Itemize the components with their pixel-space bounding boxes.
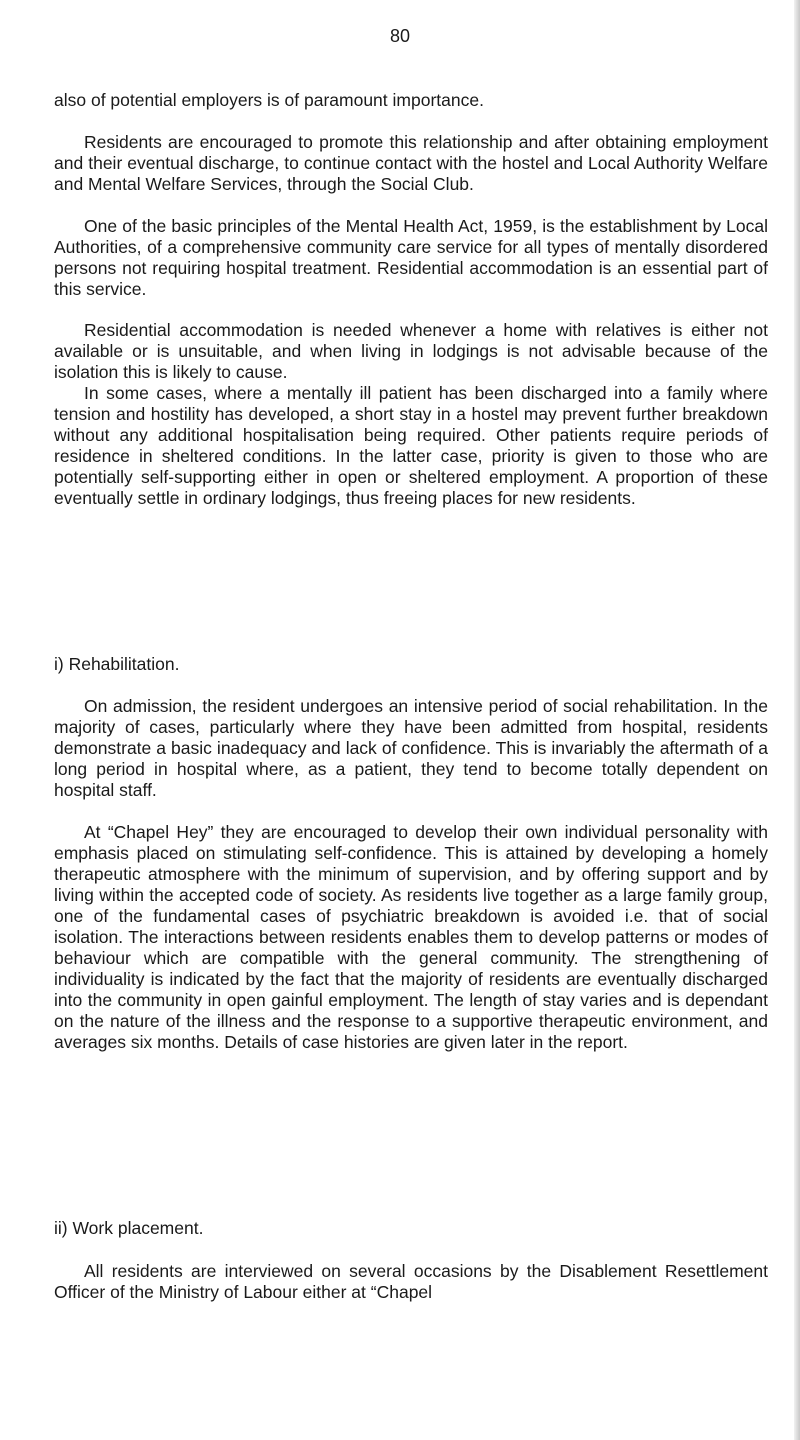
paragraph-chapel-hey: At “Chapel Hey” they are encouraged to develop their own individual personality with emphasis placed on stimulating self-confidence. This is attained by developing a homely therapeutic atmosphere with the minimum of supervision, and by offering support and by living within the accepted code of society. As residents live together as a large family group, one of the fundamental cases of psychiatric breakdown is avoided i.e. that of social isolation. The interactions between residents enables them to develop patterns or modes of behaviour which are compatible with the general community. The strengthening of individuality is indicated by the fact that the majority of residents are eventually discharged into the community in open gainful employment. The length of stay varies and is dependant on the nature of the illness and the response to a supportive therapeutic environment, and averages six months. Details of case histories are given later in the report. [54,822,768,1052]
paragraph-continuation: also of potential employers is of paramount importance. [54,90,484,110]
page-number: 80 [389,26,411,46]
page-edge-shadow [794,0,800,1440]
heading-work-placement: ii) Work placement. [54,1218,204,1238]
paragraph-mental-health-act: One of the basic principles of the Mental Health Act, 1959, is the establishment by Local Authorities, of a comprehensive community care service for all types of mentally disordered persons not requiring hospital treatment. Residential accommodation is an essential part of this service. [54,216,768,299]
paragraph-some-cases: In some cases, where a mentally ill patient has been discharged into a family where tension and hostility has developed, a short stay in a hostel may prevent further breakdown without any additional hospitalisation being required. Other patients require periods of residence in sheltered conditions. In the latter case, priority is given to those who are potentially self-supporting either in open or sheltered employment. A proportion of these eventually settle in ordinary lodgings, thus freeing places for new residents. [54,383,768,508]
paragraph-interviews: All residents are interviewed on several occasions by the Disablement Resettlement Officer of the Ministry of Labour either at “Chapel [54,1261,768,1302]
paragraph-residential-accommodation: Residential accommodation is needed whenever a home with relatives is either not available or is unsuitable, and when living in lodgings is not advisable because of the isolation this is likely to cause. [54,320,768,382]
paragraph-social-club: Residents are encouraged to promote this relationship and after obtaining employment and their eventual discharge, to continue contact with the hostel and Local Authority Welfare and Mental Welfare Services, through the Social Club. [54,132,768,194]
heading-rehabilitation: i) Rehabilitation. [54,654,180,674]
paragraph-admission: On admission, the resident undergoes an intensive period of social rehabilitation. In the majority of cases, particularly where they have been admitted from hospital, residents demonstrate a basic inadequacy and lack of confidence. This is invariably the aftermath of a long period in hospital where, as a patient, they tend to become totally dependent on hospital staff. [54,696,768,800]
